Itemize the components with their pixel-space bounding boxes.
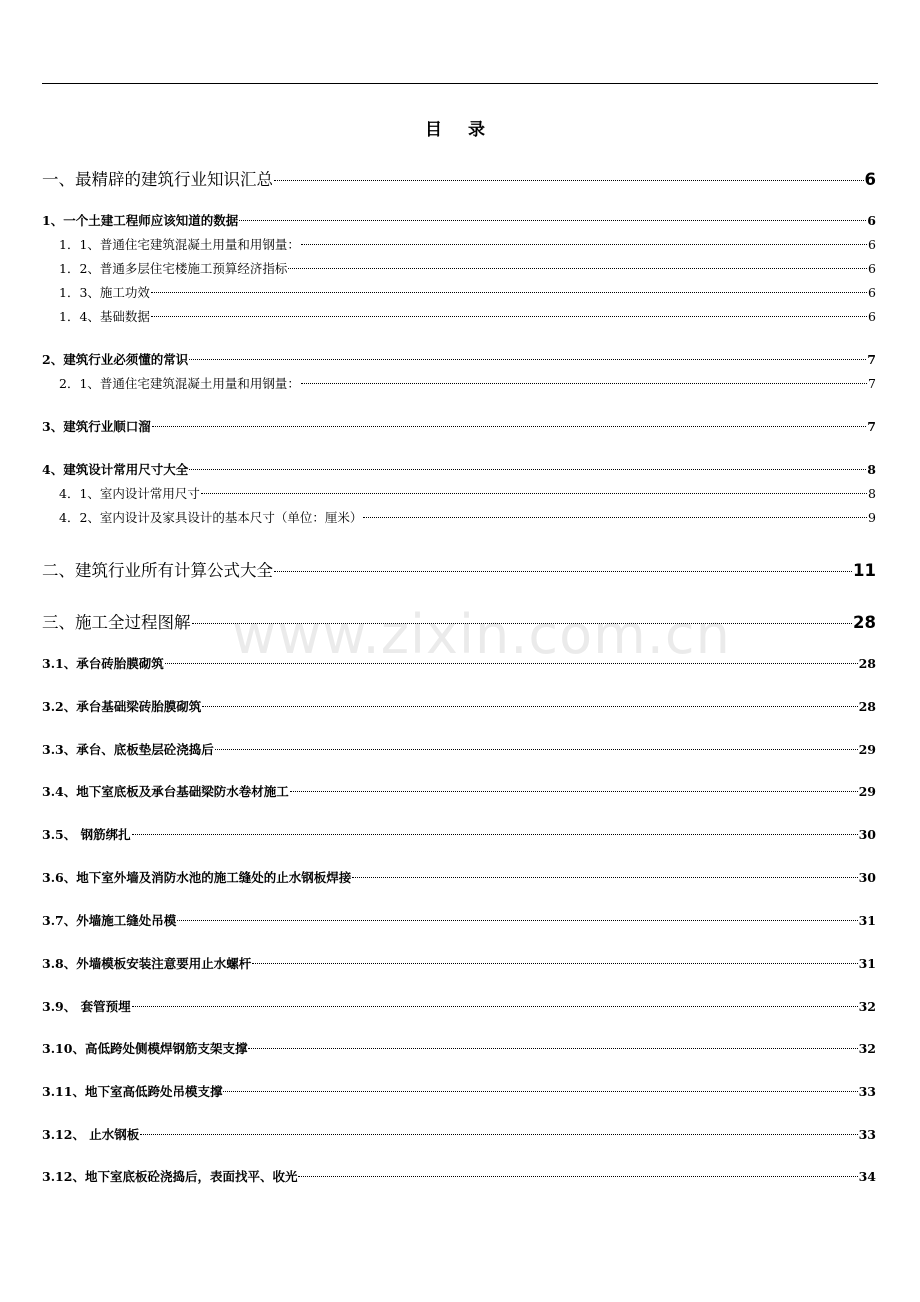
toc-entry-label: 1、一个土建工程师应该知道的数据 (42, 213, 239, 228)
toc-entry-page: 33 (858, 1084, 876, 1099)
toc-entry[interactable] (42, 350, 876, 368)
toc-leader (252, 963, 857, 964)
toc-entry-label: 4．2、室内设计及家具设计的基本尺寸（单位：厘米） (59, 510, 363, 525)
toc-entry-label: 3.10、高低跨处侧模焊钢筋支架支撑 (42, 1041, 248, 1056)
header-rule (42, 83, 878, 84)
toc-entry[interactable] (42, 1039, 876, 1057)
toc-entry-label: 3.12、 止水钢板 (42, 1127, 140, 1142)
toc-entry-page: 28 (853, 613, 876, 632)
toc-entry-label: 3.5、 钢筋绑扎 (42, 827, 131, 842)
toc-entry-label: 1．1、普通住宅建筑混凝土用量和用钢量： (59, 237, 300, 252)
toc-leader (274, 180, 864, 181)
toc-entry-label: 4、建筑设计常用尺寸大全 (42, 462, 189, 477)
toc-entry[interactable] (42, 166, 876, 190)
toc-entry[interactable] (59, 235, 876, 253)
toc-entry[interactable] (42, 1082, 876, 1100)
toc-entry-page: 28 (858, 656, 876, 671)
toc-entry-label: 3.7、外墙施工缝处吊模 (42, 913, 177, 928)
toc-entry-page: 29 (858, 784, 876, 799)
toc-entry-page: 6 (868, 285, 876, 300)
toc-entry-label: 二、建筑行业所有计算公式大全 (42, 561, 273, 580)
toc-leader (248, 1048, 857, 1049)
toc-entry-label: 1．3、施工功效 (59, 285, 150, 300)
toc-leader (363, 517, 867, 518)
toc-entry-page: 11 (853, 561, 876, 580)
toc-leader (189, 469, 866, 470)
toc-leader (239, 220, 866, 221)
toc-leader (290, 791, 858, 792)
toc-entry-page: 29 (858, 742, 876, 757)
toc-entry-label: 三、施工全过程图解 (42, 613, 191, 632)
toc-leader (132, 834, 858, 835)
toc-entry[interactable] (42, 557, 876, 581)
toc-leader (151, 316, 867, 317)
toc-leader (202, 706, 857, 707)
toc-entry-label: 3、建筑行业顺口溜 (42, 419, 151, 434)
toc-leader (165, 663, 858, 664)
toc-leader (298, 1176, 857, 1177)
toc-entry[interactable] (42, 697, 876, 715)
toc-leader (177, 920, 857, 921)
toc-leader (301, 383, 867, 384)
toc-leader (140, 1134, 857, 1135)
toc-entry[interactable] (42, 911, 876, 929)
toc-leader (288, 268, 867, 269)
toc-title: 目 录 (425, 120, 495, 140)
toc-entry-page: 6 (868, 309, 876, 324)
toc-entry-page: 33 (858, 1127, 876, 1142)
toc-leader (192, 623, 853, 624)
toc-entry[interactable] (42, 654, 876, 672)
toc-entry-page: 32 (858, 1041, 876, 1056)
toc-entry-label: 3.1、承台砖胎膜砌筑 (42, 656, 164, 671)
toc-entry[interactable] (59, 374, 876, 392)
toc-entry-page: 31 (858, 913, 876, 928)
toc-entry[interactable] (42, 954, 876, 972)
toc-entry[interactable] (42, 211, 876, 229)
toc-entry[interactable] (42, 460, 876, 478)
toc-entry-page: 8 (868, 486, 876, 501)
toc-entry-page: 8 (867, 462, 876, 477)
toc-leader (152, 426, 867, 427)
toc-entry[interactable] (59, 283, 876, 301)
toc-entry[interactable] (59, 508, 876, 526)
toc-entry-label: 2、建筑行业必须懂的常识 (42, 352, 189, 367)
toc-entry-label: 一、最精辟的建筑行业知识汇总 (42, 170, 273, 189)
toc-entry[interactable] (59, 307, 876, 325)
toc-leader (201, 493, 867, 494)
toc-entry-label: 3.8、外墙模板安装注意要用止水螺杆 (42, 956, 252, 971)
toc-entry-label: 4．1、室内设计常用尺寸 (59, 486, 200, 501)
toc-entry-page: 28 (858, 699, 876, 714)
toc-entry-label: 1．2、普通多层住宅楼施工预算经济指标 (59, 261, 288, 276)
toc-entry-label: 3.12、地下室底板砼浇捣后，表面找平、收光 (42, 1169, 298, 1184)
toc-entry-label: 3.11、地下室高低跨处吊模支撑 (42, 1084, 223, 1099)
toc-leader (223, 1091, 857, 1092)
toc-entry[interactable] (42, 868, 876, 886)
toc-entry-page: 7 (867, 352, 876, 367)
toc-entry[interactable] (42, 1125, 876, 1143)
toc-leader (215, 749, 858, 750)
toc-entry-page: 6 (868, 237, 876, 252)
toc-entry-page: 6 (867, 213, 876, 228)
toc-entry-page: 31 (858, 956, 876, 971)
toc-entry-page: 7 (867, 419, 876, 434)
toc-entry[interactable] (42, 417, 876, 435)
toc-entry-page: 6 (868, 261, 876, 276)
toc-entry[interactable] (42, 1167, 876, 1185)
toc-entry-label: 3.6、地下室外墙及消防水池的施工缝处的止水钢板焊接 (42, 870, 352, 885)
toc-entry-label: 3.3、承台、底板垫层砼浇捣后 (42, 742, 214, 757)
toc-entry[interactable] (42, 782, 876, 800)
toc-entry-page: 7 (868, 376, 876, 391)
toc-entry[interactable] (59, 484, 876, 502)
toc-entry-label: 3.2、承台基础梁砖胎膜砌筑 (42, 699, 202, 714)
toc-entry-page: 30 (858, 827, 876, 842)
toc-entry[interactable] (42, 609, 876, 633)
toc-leader (301, 244, 867, 245)
toc-entry[interactable] (42, 825, 876, 843)
toc-entry-page: 32 (858, 999, 876, 1014)
toc-leader (151, 292, 867, 293)
toc-entry-page: 34 (858, 1169, 876, 1184)
toc-entry[interactable] (59, 259, 876, 277)
toc-leader (189, 359, 866, 360)
toc-entry[interactable] (42, 740, 876, 758)
toc-entry-label: 2．1、普通住宅建筑混凝土用量和用钢量： (59, 376, 300, 391)
toc-entry-page: 30 (858, 870, 876, 885)
toc-entry-label: 3.4、地下室底板及承台基础梁防水卷材施工 (42, 784, 289, 799)
watermark: www.zixin.com.cn (232, 603, 731, 666)
toc-leader (352, 877, 857, 878)
toc-entry-label: 3.9、 套管预埋 (42, 999, 131, 1014)
toc-entry-page: 9 (868, 510, 876, 525)
toc-entry[interactable] (42, 997, 876, 1015)
toc-entry-label: 1．4、基础数据 (59, 309, 150, 324)
toc-leader (274, 571, 852, 572)
toc-entry-page: 6 (864, 170, 876, 189)
toc-leader (132, 1006, 858, 1007)
